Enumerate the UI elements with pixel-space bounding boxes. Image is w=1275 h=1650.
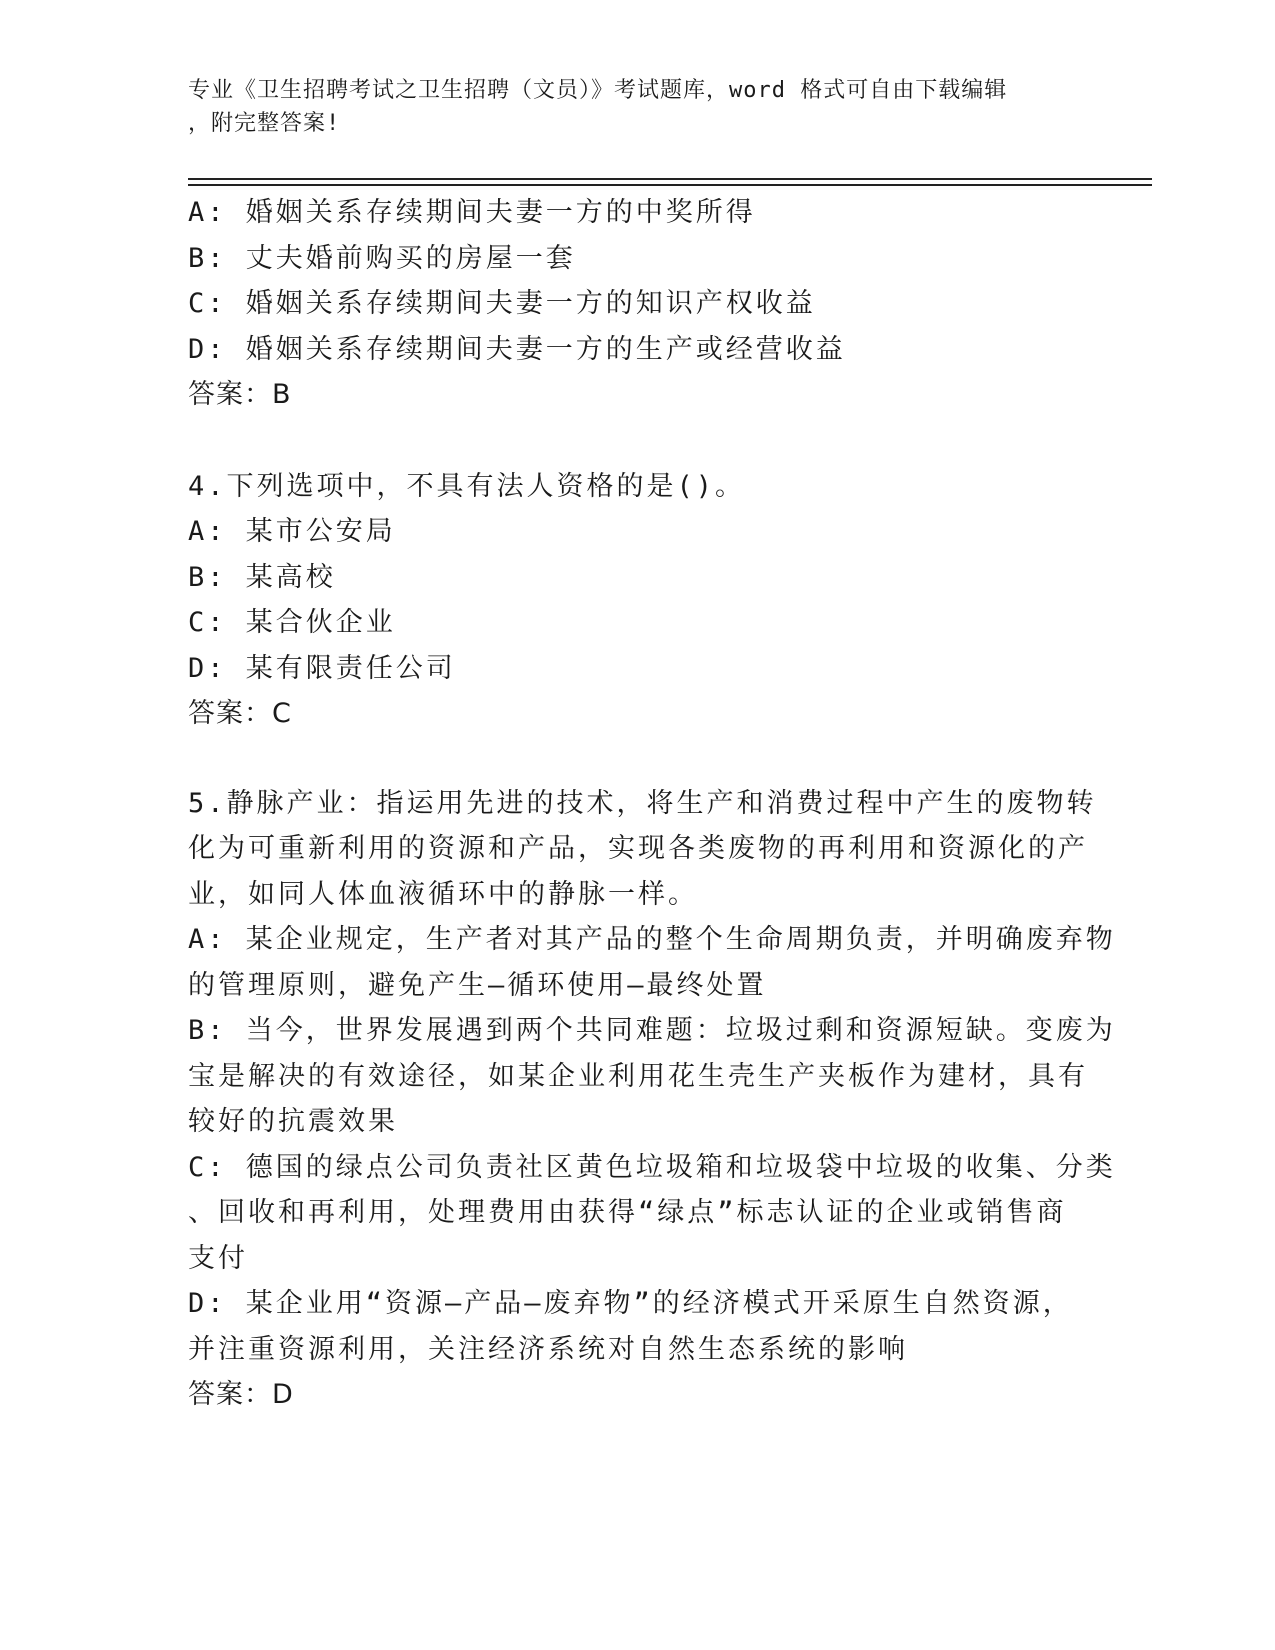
q5-question-line: 5.静脉产业：指运用先进的技术，将生产和消费过程中产生的废物转 — [188, 787, 1097, 819]
document-body — [188, 190, 1116, 1418]
q3-answer: 答案：B — [188, 379, 292, 410]
q3-option-a: A: 婚姻关系存续期间夫妻一方的中奖所得 — [188, 197, 756, 228]
question-3 — [188, 190, 1088, 418]
q4-option-b: B: 某高校 — [188, 561, 336, 593]
q5-option-c-line: 支付 — [188, 1242, 248, 1274]
q4-answer: 答案：C — [188, 698, 292, 729]
q3-option-c: C: 婚姻关系存续期间夫妻一方的知识产权收益 — [188, 288, 816, 319]
q3-option-b: B: 丈夫婚前购买的房屋一套 — [188, 242, 576, 274]
q5-option-d-line: D: 某企业用“资源—产品—废弃物”的经济模式开采原生自然资源， — [188, 1288, 1073, 1319]
header-line-1: 专业《卫生招聘考试之卫生招聘（文员）》考试题库，word 格式可自由下载编辑 — [188, 78, 1008, 103]
question-4 — [188, 464, 1088, 737]
q5-option-b-line: 宝是解决的有效途径，如某企业利用花生壳生产夹板作为建材，具有 — [188, 1060, 1088, 1092]
q5-answer: 答案：D — [188, 1379, 294, 1410]
q5-option-a-line: 的管理原则，避免产生—循环使用—最终处置 — [188, 969, 767, 1001]
q4-question: 4.下列选项中，不具有法人资格的是()。 — [188, 470, 746, 502]
q4-option-a: A: 某市公安局 — [188, 516, 396, 547]
question-5 — [188, 781, 1116, 1418]
q4-option-d: D: 某有限责任公司 — [188, 652, 456, 684]
q5-option-d-line: 并注重资源利用，关注经济系统对自然生态系统的影响 — [188, 1333, 908, 1365]
spacer — [188, 737, 1088, 781]
header-line-2: ，附完整答案! — [188, 111, 341, 136]
header-divider-bottom — [188, 184, 1152, 186]
header-divider-top — [188, 178, 1152, 180]
q3-option-d: D: 婚姻关系存续期间夫妻一方的生产或经营收益 — [188, 333, 846, 365]
q5-question-line: 业，如同人体血液循环中的静脉一样。 — [188, 878, 698, 910]
spacer — [188, 418, 1088, 464]
q5-option-b-line: 较好的抗震效果 — [188, 1106, 398, 1137]
q5-question-line: 化为可重新利用的资源和产品，实现各类废物的再利用和资源化的产 — [188, 833, 1088, 864]
q4-option-c: C: 某合伙企业 — [188, 607, 396, 638]
q5-option-a-line: A: 某企业规定，生产者对其产品的整个生命周期负责，并明确废弃物 — [188, 924, 1116, 955]
q5-option-c-line: 、回收和再利用，处理费用由获得“绿点”标志认证的企业或销售商 — [188, 1197, 1067, 1228]
document-header — [188, 74, 1068, 140]
q5-option-c-line: C: 德国的绿点公司负责社区黄色垃圾箱和垃圾袋中垃圾的收集、分类 — [188, 1151, 1116, 1183]
q5-option-b-line: B: 当今，世界发展遇到两个共同难题：垃圾过剩和资源短缺。变废为 — [188, 1015, 1116, 1046]
